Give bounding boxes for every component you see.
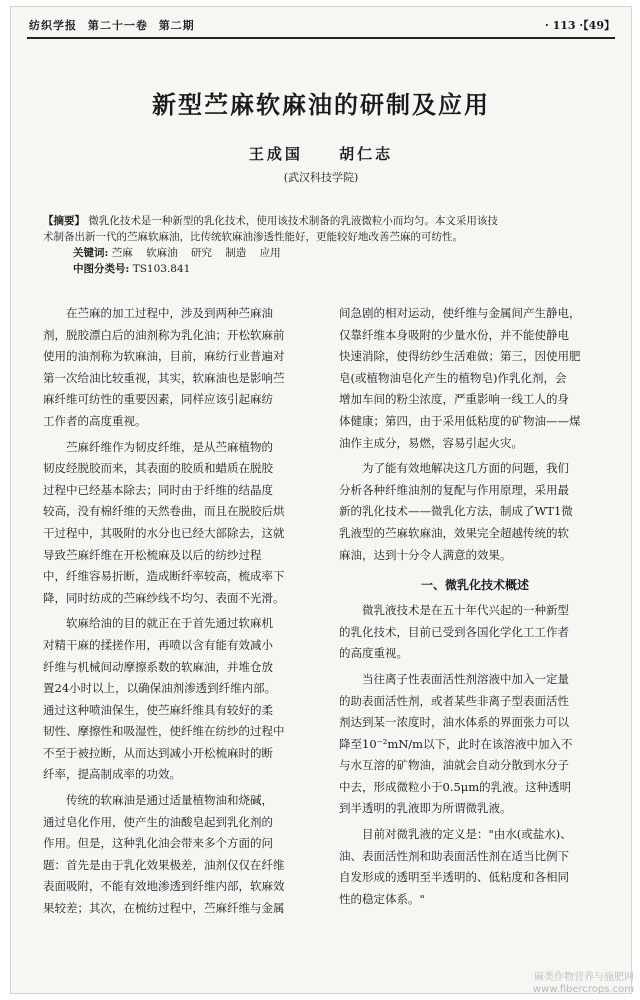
text-line: 对精干麻的揉搓作用，再喷以含有能有效减小	[43, 637, 273, 652]
author-affiliation: (武汉科技学院)	[283, 171, 359, 184]
paragraph	[43, 613, 315, 786]
text-line: 韧性、摩擦性和吸湿性，使纤维在纺纱的过程中	[43, 724, 285, 739]
text-line: 第一次给油比较重视，其实，软麻油也是影响苎	[43, 370, 285, 385]
text-line: 软麻给油的目的就正在于首先通过软麻机	[66, 616, 273, 631]
paragraph	[339, 824, 611, 910]
keywords-row	[43, 245, 601, 261]
text-line: 降至10⁻²mN/m以下，此时在该溶液中加入不	[339, 736, 573, 751]
text-line: 体健康；第四，由于采用低粘度的矿物油——煤	[339, 413, 581, 428]
paragraph	[43, 790, 315, 920]
text-line: 纤率，提高制成率的功效。	[43, 767, 181, 782]
author-list	[11, 143, 631, 164]
text-line: 干过程中，其吸附的水分也已经大部除去，这就	[43, 525, 285, 540]
text-line: 表面吸附，不能有效地渗透到纤维内部，软麻效	[43, 879, 285, 894]
abstract-label: 【摘要】	[43, 215, 85, 227]
text-line: 置24小时以上，以确保油剂渗透到纤维内部。	[43, 681, 277, 696]
text-line: 通过这种喷油保生，使苎麻纤维具有较好的柔	[43, 702, 273, 717]
paragraph	[43, 437, 315, 610]
text-line: 剂，脱胶漂白后的油剂称为乳化油；开松软麻前	[43, 327, 285, 342]
keywords-label: 关键词:	[73, 247, 109, 259]
text-line: 题：首先是由于乳化效果极差，油剂仅仅在纤维	[43, 857, 285, 872]
text-line: 当往离子性表面活性剂溶液中加入一定量	[362, 671, 569, 686]
text-line: 油作主成分，易燃，容易引起火灾。	[339, 435, 523, 450]
journal-issue: 第二期	[158, 19, 195, 32]
text-line: 果较差；其次，在梳纺过程中，苎麻纤维与金属	[43, 901, 285, 916]
text-line: 工作者的高度重视。	[43, 413, 147, 428]
right-column	[339, 303, 611, 910]
site-watermark	[533, 972, 634, 996]
page-number: · 113 ·【49】	[544, 19, 615, 32]
text-line: 的乳化技术，目前已受到各国化学化工工作者	[339, 624, 569, 639]
text-line: 麻油，达到十分令人满意的效果。	[339, 547, 512, 562]
paragraph	[339, 600, 611, 665]
author-name: 胡仁志	[339, 145, 394, 163]
text-line: 微乳液技术是在五十年代兴起的一种新型	[362, 603, 569, 618]
text-line: 仅靠纤维本身吸附的少量水份，并不能使静电	[339, 327, 569, 342]
text-line: 纤维与机械间动摩擦系数的软麻油，并堆仓放	[43, 659, 273, 674]
text-line: 中去，形成微粒小于0.5μm的乳液。这种透明	[339, 779, 572, 794]
text-line: 韧皮经脱胶而来，其表面的胶质和蜡质在脱胶	[43, 461, 273, 476]
text-line: 到半透明的乳液即为所谓微乳液。	[339, 801, 512, 816]
keyword: 制造	[225, 247, 247, 259]
text-line: 在苎麻的加工过程中，涉及到两种苎麻油	[66, 306, 273, 320]
paragraph	[43, 303, 315, 433]
text-line: 传统的软麻油是通过适量植物油和烧碱，	[66, 793, 273, 808]
left-column	[43, 303, 315, 920]
keyword: 软麻油	[146, 247, 178, 259]
keyword: 应用	[259, 247, 281, 259]
abstract-text: 微乳化技术是一种新型的乳化技术，使用该技术制备的乳液微粒小而均匀。本文采用该技	[88, 215, 498, 227]
text-line: 乳液型的苎麻软麻油，效果完全超越传统的软	[339, 525, 569, 540]
header-rule	[27, 37, 615, 39]
text-line: 中，纤维容易折断，造成断纤率较高，梳成率下	[43, 569, 285, 584]
text-line: 目前对微乳液的定义是："由水(或盐水)、	[362, 827, 572, 842]
keyword: 苎麻	[111, 247, 133, 259]
text-line: 麻纤维可纺性的重要因素，同样应该引起麻纺	[43, 392, 273, 407]
running-header	[29, 17, 615, 35]
paragraph	[339, 458, 611, 566]
text-line: 降，同时纺成的苎麻纱线不均匀、表面不光滑。	[43, 590, 285, 605]
text-line: 增加车间的粉尘浓度，严重影响一线工人的身	[339, 392, 569, 407]
classification-row	[43, 261, 601, 277]
abstract-line	[43, 213, 601, 229]
text-line: 新的乳化技术——微乳化方法，制成了WT1微	[339, 504, 573, 519]
text-line: 剂达到某一浓度时，油水体系的界面张力可以	[339, 715, 569, 730]
text-line: 的助表面活性剂，或者某些非离子型表面活性	[339, 693, 569, 708]
paragraph	[339, 303, 611, 454]
journal-name: 纺织学报	[29, 19, 77, 32]
journal-info	[29, 17, 201, 33]
classification-code: TS103.841	[132, 263, 191, 275]
abstract-line: 术制备出新一代的苎麻软麻油，比传统软麻油渗透性能好，更能较好地改善苎麻的可纺性。	[43, 231, 463, 243]
paragraph	[339, 669, 611, 820]
watermark-url: www.fibercrops.com	[532, 984, 634, 995]
keyword: 研究	[190, 247, 212, 259]
text-line: 与水互溶的矿物油，油就会自动分散到水分子	[339, 758, 569, 773]
text-line: 间急剧的相对运动，使纤维与金属间产生静电，	[339, 306, 581, 320]
text-line: 导致苎麻纤维在开松梳麻及以后的纺纱过程	[43, 547, 262, 562]
text-line: 油、表面活性剂和助表面活性剂在适当比例下	[339, 848, 569, 863]
text-line: 使用的油剂称为软麻油，目前，麻纺行业普遍对	[43, 349, 285, 364]
text-line: 较高，没有棉纤维的天然卷曲，而且在脱胶后烘	[43, 504, 285, 519]
paper-page	[10, 6, 632, 994]
text-line: 性的稳定体系。"	[339, 891, 425, 906]
abstract-block	[43, 213, 601, 277]
classification-label: 中图分类号:	[73, 263, 130, 275]
watermark-title: 麻类作物营养与施肥网	[534, 972, 634, 983]
paper-title: 新型苎麻软麻油的研制及应用	[152, 90, 490, 119]
text-line: 皂(或植物油皂化产生的植物皂)作乳化剂，会	[339, 370, 567, 385]
text-line: 通过皂化作用，使产生的油酸皂起到乳化剂的	[43, 814, 273, 829]
text-line: 苎麻纤维作为韧皮纤维，是从苎麻植物的	[66, 439, 273, 454]
journal-volume: 第二十一卷	[87, 19, 148, 32]
text-line: 自发形成的透明至半透明的、低粘度和各相同	[339, 870, 569, 885]
text-line: 作用。但是，这种乳化油会带来多个方面的问	[43, 836, 273, 851]
text-line: 的高度重视。	[339, 646, 408, 661]
author-name: 王成国	[248, 145, 303, 163]
text-line: 分析各种纤维油剂的复配与作用原理，采用最	[339, 482, 569, 497]
text-line: 为了能有效地解决这几方面的问题，我们	[362, 461, 569, 476]
text-line: 快速消除，使得纺纱生活难做；第三，因使用肥	[339, 349, 581, 364]
text-line: 不至于被拉断，从而达到减小开松梳麻时的断	[43, 745, 273, 760]
section-heading: 一、微乳化技术概述	[420, 578, 529, 593]
text-line: 过程中已经基本除去；同时由于纤维的结晶度	[43, 482, 273, 497]
